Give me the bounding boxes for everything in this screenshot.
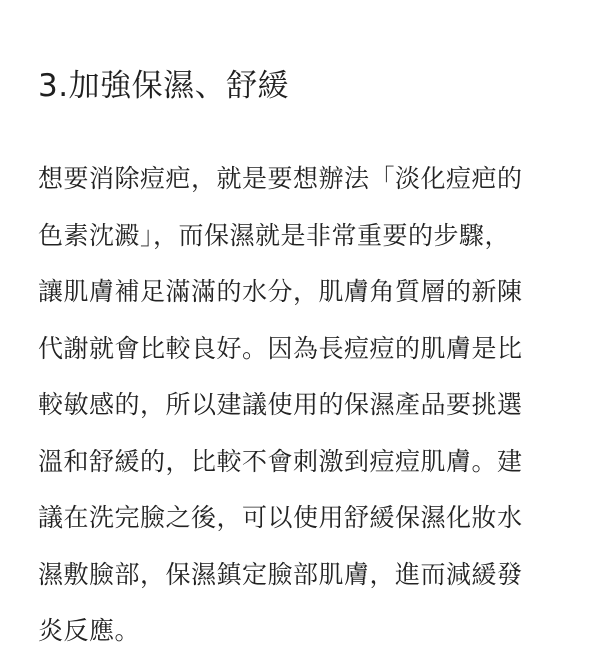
paragraph-line: 炎反應。 [38,616,141,645]
paragraph-line: 溫和舒緩的，比較不會刺激到痘痘肌膚。建 [38,446,523,476]
paragraph-line: 較敏感的，所以建議使用的保濕產品要挑選 [38,390,523,419]
paragraph-line: 讓肌膚補足滿滿的水分，肌膚角質層的新陳 [38,277,523,306]
paragraph-line: 濕敷臉部，保濕鎮定臉部肌膚，進而減緩發 [38,559,523,589]
paragraph-line: 想要消除痘疤，就是要想辦法「淡化痘疤的 [38,164,523,193]
paragraph-line: 議在洗完臉之後，可以使用舒緩保濕化妝水 [38,503,523,532]
article-paragraph [38,151,523,660]
section-heading: 3.加強保濕、舒緩 [38,68,290,104]
paragraph-line: 色素沈澱」，而保濕就是非常重要的步驟， [38,220,511,250]
paragraph-line: 代謝就會比較良好。因為長痘痘的肌膚是比 [38,333,523,363]
